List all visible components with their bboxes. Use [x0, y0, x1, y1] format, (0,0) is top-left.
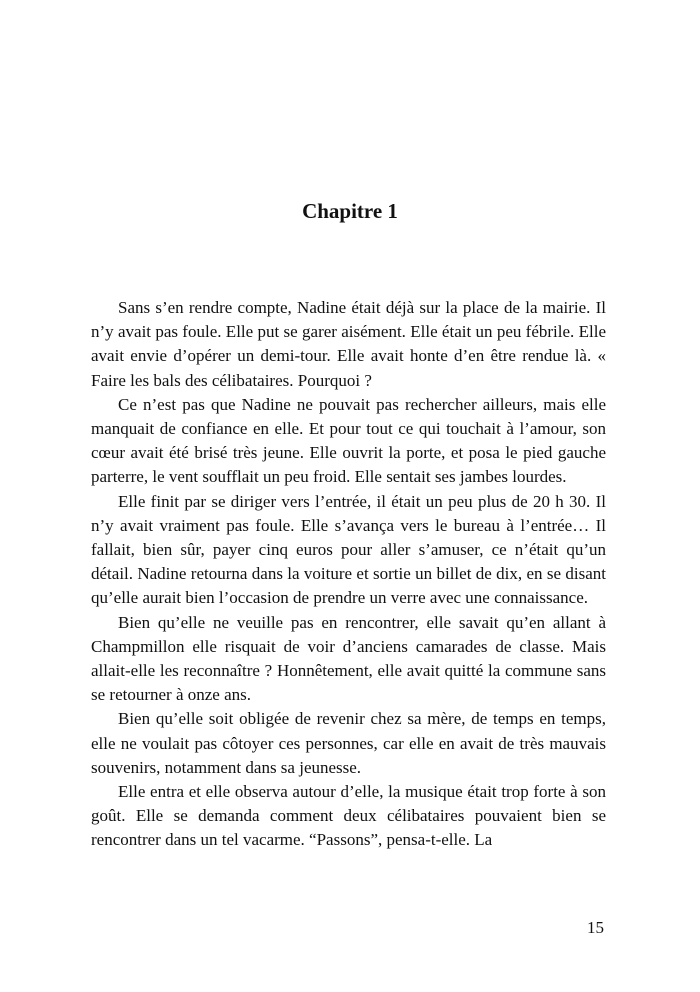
- chapter-title: Chapitre 1: [302, 199, 398, 223]
- paragraph: Elle entra et elle observa autour d’elle, la musique était trop forte à son goût. Elle se demanda comment deux célibataires pouvaient bien se rencontrer dans un tel vacarme. “Passons”, pensa-t-elle. La: [91, 782, 606, 850]
- paragraph: Bien qu’elle ne veuille pas en rencontrer, elle savait qu’en allant à Champmillon elle risquait de voir d’anciens camarades de classe. Mais allait-elle les reconnaître ? Honnêtement, elle avait quitté la commune sans se retourner à onze ans.: [91, 612, 606, 705]
- paragraph: Sans s’en rendre compte, Nadine était déjà sur la place de la mairie. Il n’y avait pas foule. Elle put se garer aisément. Elle était un peu fébrile. Elle avait envie d’opérer un demi-tour. Elle avait honte d’en être rendue là. « Faire les bals des célibataires. Pourquoi ?: [91, 298, 606, 390]
- page-number: 15: [587, 918, 604, 937]
- chapter-body: [91, 296, 606, 853]
- paragraph: Bien qu’elle soit obligée de revenir chez sa mère, de temps en temps, elle ne voulait pas côtoyer ces personnes, car elle en avait de très mauvais souvenirs, notamment dans sa jeunesse.: [91, 709, 606, 777]
- paragraph: Ce n’est pas que Nadine ne pouvait pas rechercher ailleurs, mais elle manquait de confiance en elle. Et pour tout ce qui touchait à l’amour, son cœur avait été brisé très jeune. Elle ouvrit la porte, et posa le pied gauche parterre, le vent soufflait un peu froid. Elle sentait ses jambes lourdes.: [91, 394, 606, 487]
- paragraph: Elle finit par se diriger vers l’entrée, il était un peu plus de 20 h 30. Il n’y avait vraiment pas foule. Elle s’avança vers le bureau à l’entrée… Il fallait, bien sûr, payer cinq euros pour aller s’amuser, ce n’était qu’un détail. Nadine retourna dans la voiture et sortie un billet de dix, en se disant qu’elle aurait bien l’occasion de prendre un verre avec une connaissance.: [91, 491, 606, 608]
